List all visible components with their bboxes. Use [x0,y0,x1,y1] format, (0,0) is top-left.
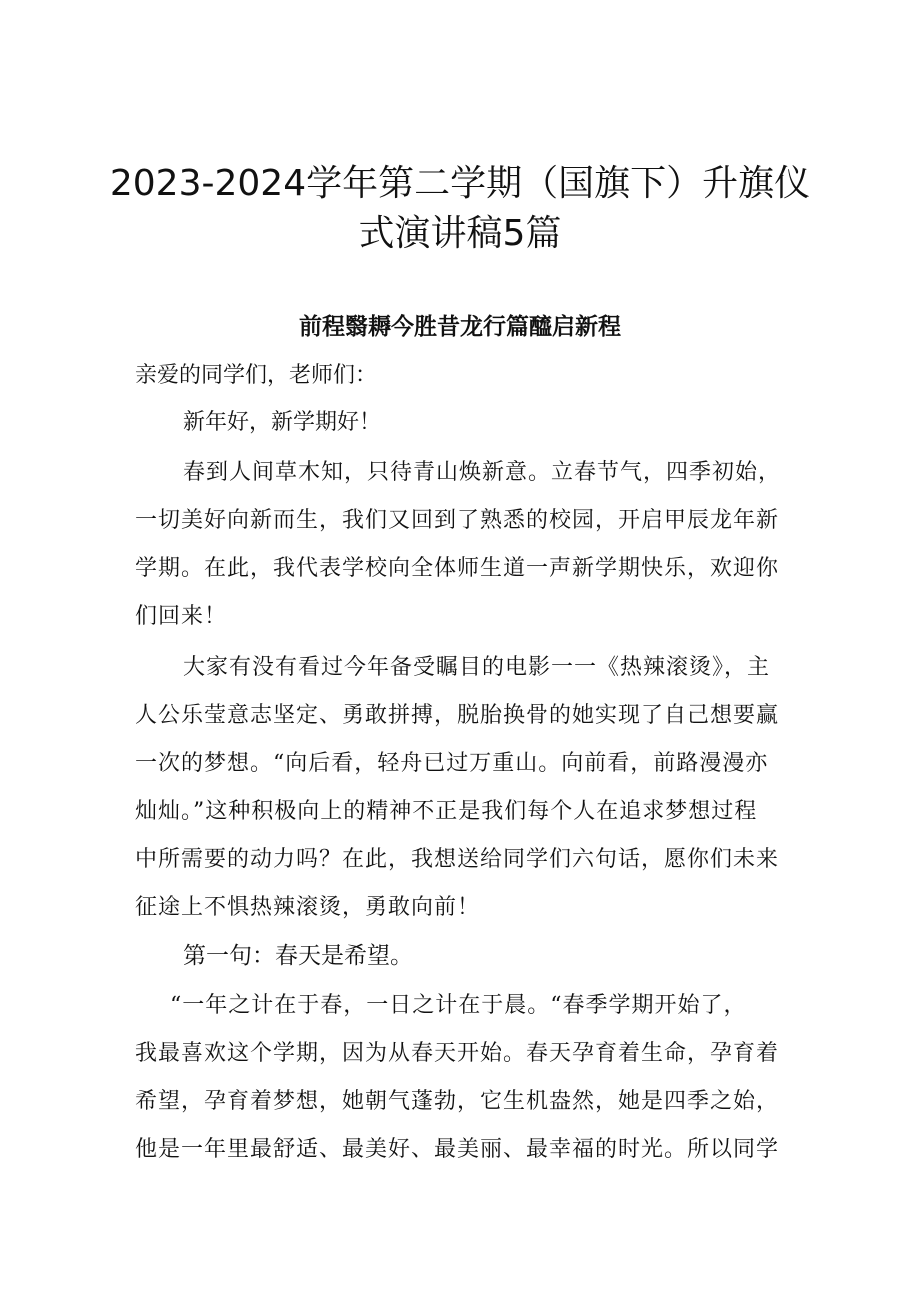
paragraph-3-line: 我最喜欢这个学期，因为从春天开始。春天孕育着生命，孕育着 [135,1041,780,1066]
salutation: 亲爱的同学们，老师们： [135,363,378,388]
paragraph-2-line: 人公乐莹意志坚定、勇敢拼搏，脱胎换骨的她实现了自己想要赢 [135,703,780,728]
paragraph-1-line: 一切美好向新而生，我们又回到了熟悉的校园，开启甲辰龙年新 [135,508,780,533]
paragraph-2-line: 大家有没有看过今年备受瞩目的电影一一《热辣滚烫》，主 [183,655,771,680]
paragraph-3-line: 他是一年里最舒适、最美好、最美丽、最幸福的时光。所以同学 [135,1137,780,1162]
paragraph-2-line: 一次的梦想。“向后看，轻舟已过万重山。向前看，前路漫漫亦 [135,751,769,776]
greeting: 新年好，新学期好！ [183,410,382,435]
paragraph-2-line: 征途上不惧热辣滚烫，勇敢向前！ [135,895,481,920]
paragraph-3-line: “一年之计在于春，一日之计在于晨。“春季学期开始了， [170,993,747,1018]
section-1-heading: 第一句：春天是希望。 [183,943,413,969]
paragraph-1-line: 春到人间草木知，只待青山焕新意。立春节气，四季初始， [183,460,782,485]
paragraph-2-line: 灿灿。”这种积极向上的精神不正是我们每个人在追求梦想过程 [135,799,758,824]
paragraph-1-line: 学期。在此，我代表学校向全体师生道一声新学期快乐，欢迎你 [135,556,780,581]
speech-subtitle: 前程翳耨今胜昔龙行篇醯启新程 [299,313,621,340]
document-title-line-1: 2023-2024学年第二学期（国旗下）升旗仪 [109,163,811,204]
paragraph-2-line: 中所需要的动力吗？在此，我想送给同学们六句话，愿你们未来 [135,847,780,872]
document-title-line-2: 式演讲稿5篇 [358,213,562,254]
paragraph-3-line: 希望，孕育着梦想，她朝气蓬勃，它生机盎然，她是四季之始， [135,1089,780,1114]
paragraph-1-line: 们回来！ [135,604,228,629]
